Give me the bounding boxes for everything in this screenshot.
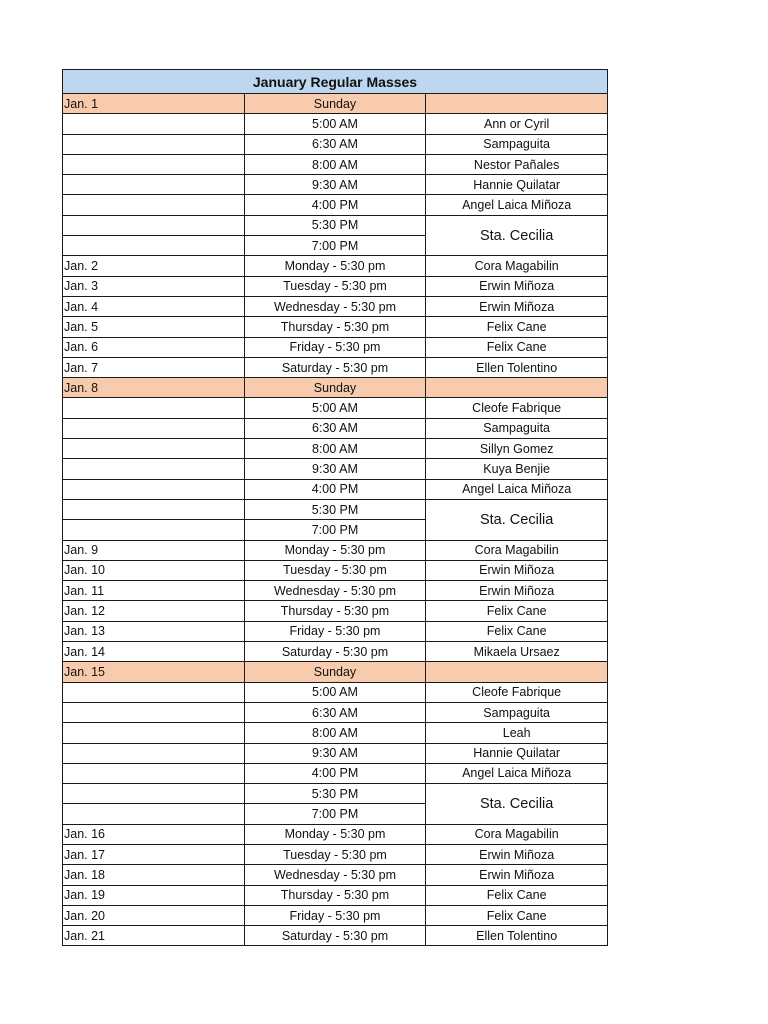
time-cell: 9:30 AM [244, 175, 426, 195]
date-cell [63, 114, 245, 134]
weekday-row [63, 601, 608, 621]
mass-row [63, 499, 608, 519]
assignee-cell: Leah [426, 723, 608, 743]
time-cell: 6:30 AM [244, 418, 426, 438]
date-cell [63, 804, 245, 824]
assignee-cell: Sillyn Gomez [426, 439, 608, 459]
assignee-cell: Erwin Miñoza [426, 560, 608, 580]
assignee-cell: Mikaela Ursaez [426, 642, 608, 662]
date-cell: Jan. 13 [63, 621, 245, 641]
weekday-row [63, 317, 608, 337]
weekday-row [63, 337, 608, 357]
schedule-title: January Regular Masses [63, 70, 608, 94]
weekday-row [63, 357, 608, 377]
date-cell [63, 195, 245, 215]
day-cell: Friday - 5:30 pm [244, 337, 426, 357]
date-cell: Jan. 12 [63, 601, 245, 621]
day-cell: Saturday - 5:30 pm [244, 926, 426, 946]
day-cell: Monday - 5:30 pm [244, 256, 426, 276]
assignee-cell: Sampaguita [426, 702, 608, 722]
weekday-row [63, 844, 608, 864]
date-cell: Jan. 3 [63, 276, 245, 296]
time-cell: 6:30 AM [244, 134, 426, 154]
mass-row [63, 723, 608, 743]
date-cell [63, 682, 245, 702]
day-cell: Wednesday - 5:30 pm [244, 296, 426, 316]
date-cell [63, 134, 245, 154]
date-cell: Jan. 19 [63, 885, 245, 905]
sunday-row [63, 378, 608, 398]
time-cell: 9:30 AM [244, 459, 426, 479]
assignee-cell: Felix Cane [426, 601, 608, 621]
mass-row [63, 195, 608, 215]
day-cell: Friday - 5:30 pm [244, 621, 426, 641]
date-cell [63, 418, 245, 438]
day-cell: Saturday - 5:30 pm [244, 642, 426, 662]
time-cell: 5:30 PM [244, 215, 426, 235]
mass-schedule-table [62, 69, 608, 946]
weekday-row [63, 256, 608, 276]
date-cell: Jan. 18 [63, 865, 245, 885]
date-cell: Jan. 14 [63, 642, 245, 662]
title-row [63, 70, 608, 94]
day-cell: Sunday [244, 378, 426, 398]
time-cell: 5:30 PM [244, 784, 426, 804]
time-cell: 7:00 PM [244, 520, 426, 540]
day-cell: Saturday - 5:30 pm [244, 357, 426, 377]
weekday-row [63, 621, 608, 641]
day-cell: Thursday - 5:30 pm [244, 885, 426, 905]
weekday-row [63, 865, 608, 885]
mass-row [63, 418, 608, 438]
assignee-cell: Erwin Miñoza [426, 296, 608, 316]
day-cell: Thursday - 5:30 pm [244, 601, 426, 621]
mass-row [63, 784, 608, 804]
assignee-cell: Ellen Tolentino [426, 357, 608, 377]
assignee-cell: Cora Magabilin [426, 256, 608, 276]
assignee-cell: Cleofe Fabrique [426, 682, 608, 702]
mass-row [63, 459, 608, 479]
assignee-cell: Kuya Benjie [426, 459, 608, 479]
time-cell: 4:00 PM [244, 763, 426, 783]
time-cell: 8:00 AM [244, 723, 426, 743]
day-cell: Sunday [244, 94, 426, 114]
assignee-cell: Hannie Quilatar [426, 743, 608, 763]
assignee-cell: Cora Magabilin [426, 540, 608, 560]
mass-row [63, 743, 608, 763]
weekday-row [63, 581, 608, 601]
date-cell [63, 743, 245, 763]
date-cell [63, 439, 245, 459]
date-cell [63, 459, 245, 479]
date-cell: Jan. 5 [63, 317, 245, 337]
day-cell: Tuesday - 5:30 pm [244, 276, 426, 296]
time-cell: 7:00 PM [244, 804, 426, 824]
date-cell [63, 398, 245, 418]
assignee-cell: Angel Laica Miñoza [426, 479, 608, 499]
mass-row [63, 439, 608, 459]
merged-assignee-cell: Sta. Cecilia [426, 215, 608, 256]
time-cell: 8:00 AM [244, 439, 426, 459]
date-cell [63, 702, 245, 722]
assignee-cell: Felix Cane [426, 621, 608, 641]
date-cell [63, 215, 245, 235]
assignee-cell: Angel Laica Miñoza [426, 763, 608, 783]
date-cell: Jan. 1 [63, 94, 245, 114]
day-cell: Thursday - 5:30 pm [244, 317, 426, 337]
date-cell: Jan. 11 [63, 581, 245, 601]
date-cell [63, 175, 245, 195]
date-cell: Jan. 7 [63, 357, 245, 377]
weekday-row [63, 905, 608, 925]
assignee-cell: Ann or Cyril [426, 114, 608, 134]
date-cell: Jan. 8 [63, 378, 245, 398]
date-cell: Jan. 2 [63, 256, 245, 276]
date-cell [63, 236, 245, 256]
time-cell: 7:00 PM [244, 236, 426, 256]
date-cell: Jan. 9 [63, 540, 245, 560]
assignee-cell: Felix Cane [426, 885, 608, 905]
day-cell: Tuesday - 5:30 pm [244, 844, 426, 864]
date-cell: Jan. 16 [63, 824, 245, 844]
sunday-row [63, 94, 608, 114]
assignee-cell: Erwin Miñoza [426, 865, 608, 885]
date-cell: Jan. 15 [63, 662, 245, 682]
date-cell [63, 520, 245, 540]
time-cell: 5:00 AM [244, 114, 426, 134]
day-cell: Wednesday - 5:30 pm [244, 581, 426, 601]
assignee-cell: Erwin Miñoza [426, 581, 608, 601]
date-cell [63, 499, 245, 519]
mass-row [63, 175, 608, 195]
date-cell: Jan. 6 [63, 337, 245, 357]
mass-row [63, 134, 608, 154]
assignee-cell: Angel Laica Miñoza [426, 195, 608, 215]
date-cell [63, 479, 245, 499]
date-cell: Jan. 10 [63, 560, 245, 580]
assignee-cell: Hannie Quilatar [426, 175, 608, 195]
date-cell: Jan. 20 [63, 905, 245, 925]
weekday-row [63, 824, 608, 844]
assignee-cell: Felix Cane [426, 905, 608, 925]
day-cell: Monday - 5:30 pm [244, 540, 426, 560]
date-cell: Jan. 17 [63, 844, 245, 864]
time-cell: 5:00 AM [244, 398, 426, 418]
sunday-row [63, 662, 608, 682]
assignee-cell: Ellen Tolentino [426, 926, 608, 946]
weekday-row [63, 296, 608, 316]
assignee-cell [426, 94, 608, 114]
weekday-row [63, 540, 608, 560]
weekday-row [63, 885, 608, 905]
date-cell: Jan. 21 [63, 926, 245, 946]
mass-row [63, 702, 608, 722]
mass-row [63, 215, 608, 235]
assignee-cell: Felix Cane [426, 337, 608, 357]
assignee-cell: Cora Magabilin [426, 824, 608, 844]
mass-row [63, 479, 608, 499]
merged-assignee-cell: Sta. Cecilia [426, 784, 608, 825]
weekday-row [63, 560, 608, 580]
time-cell: 8:00 AM [244, 154, 426, 174]
time-cell: 6:30 AM [244, 702, 426, 722]
mass-row [63, 154, 608, 174]
date-cell [63, 154, 245, 174]
mass-row [63, 763, 608, 783]
assignee-cell: Felix Cane [426, 317, 608, 337]
assignee-cell: Erwin Miñoza [426, 276, 608, 296]
assignee-cell: Cleofe Fabrique [426, 398, 608, 418]
assignee-cell: Sampaguita [426, 134, 608, 154]
date-cell: Jan. 4 [63, 296, 245, 316]
day-cell: Sunday [244, 662, 426, 682]
time-cell: 5:00 AM [244, 682, 426, 702]
weekday-row [63, 642, 608, 662]
date-cell [63, 763, 245, 783]
time-cell: 4:00 PM [244, 195, 426, 215]
mass-row [63, 682, 608, 702]
time-cell: 5:30 PM [244, 499, 426, 519]
day-cell: Tuesday - 5:30 pm [244, 560, 426, 580]
assignee-cell: Nestor Pañales [426, 154, 608, 174]
time-cell: 4:00 PM [244, 479, 426, 499]
assignee-cell: Sampaguita [426, 418, 608, 438]
weekday-row [63, 276, 608, 296]
weekday-row [63, 926, 608, 946]
assignee-cell: Erwin Miñoza [426, 844, 608, 864]
day-cell: Friday - 5:30 pm [244, 905, 426, 925]
assignee-cell [426, 378, 608, 398]
time-cell: 9:30 AM [244, 743, 426, 763]
mass-row [63, 114, 608, 134]
mass-row [63, 398, 608, 418]
date-cell [63, 784, 245, 804]
merged-assignee-cell: Sta. Cecilia [426, 499, 608, 540]
day-cell: Wednesday - 5:30 pm [244, 865, 426, 885]
date-cell [63, 723, 245, 743]
day-cell: Monday - 5:30 pm [244, 824, 426, 844]
assignee-cell [426, 662, 608, 682]
